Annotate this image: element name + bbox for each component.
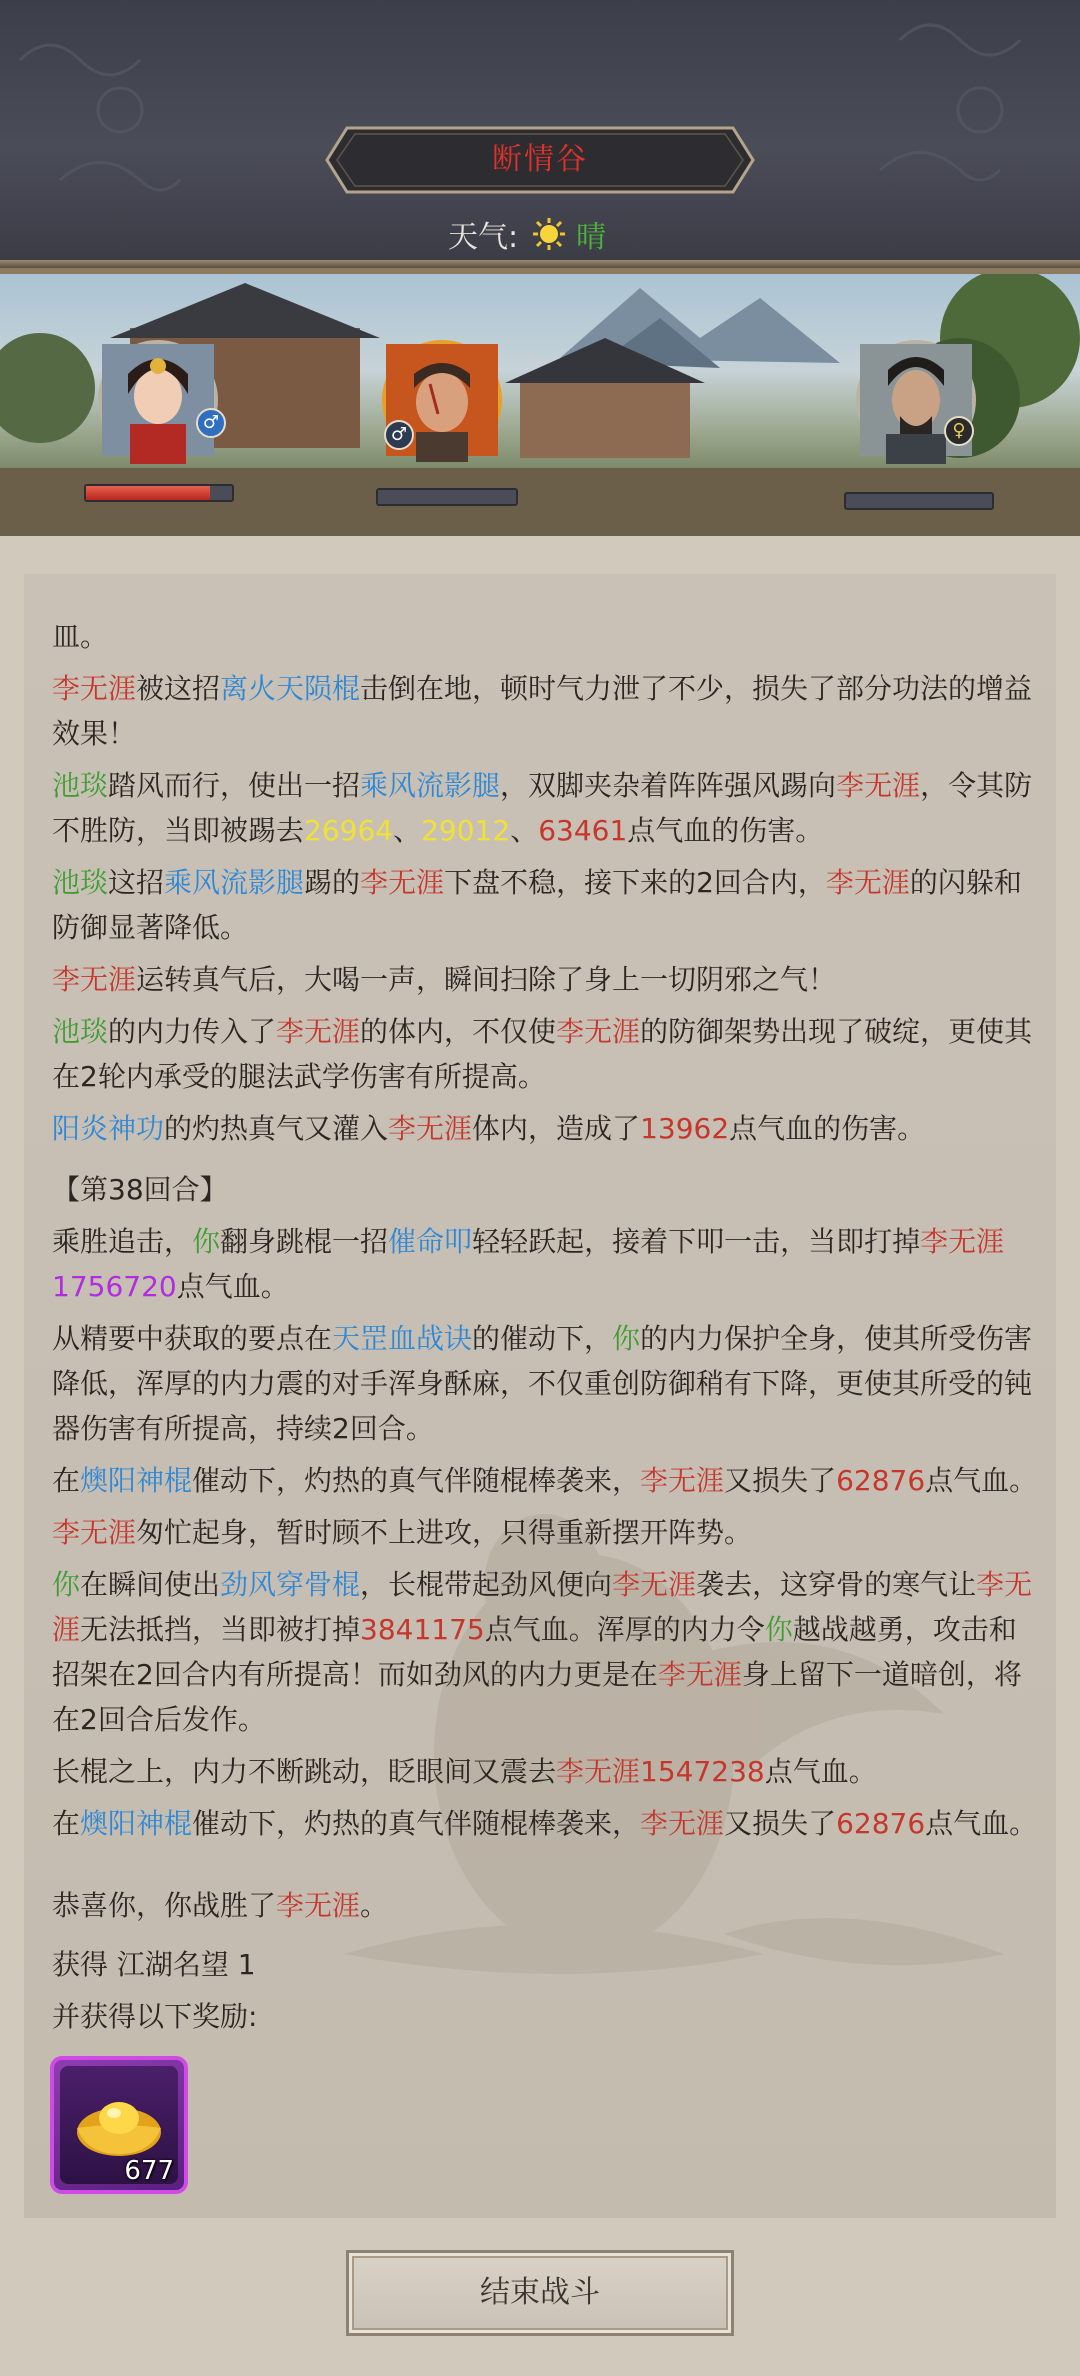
log-segment: 李无涯 xyxy=(556,1755,641,1788)
log-segment: 的灼热真气又灌入 xyxy=(164,1112,389,1145)
victory-segment: 李无涯 xyxy=(276,1889,361,1922)
log-segment: ，双脚夹杂着阵阵强风踢向 xyxy=(500,769,837,802)
log-segment: 在 xyxy=(52,1464,81,1497)
log-segment: 运转真气后，大喝一声，瞬间扫除了身上一切阴邪之气！ xyxy=(136,963,837,996)
log-segment: 的体内，不仅使 xyxy=(360,1015,557,1048)
log-segment: 轻轻跃起，接着下叩一击，当即打掉 xyxy=(472,1225,921,1258)
log-segment: 、 xyxy=(393,814,422,847)
log-segment: 击倒在地，顿时气力泄了不少，损失了部分功法的增益效果！ xyxy=(52,672,1033,750)
log-entry xyxy=(52,614,1042,659)
ally-1-hp-fill xyxy=(86,486,210,500)
log-segment: 的内力保护全身，使其所受伤害降低，浑厚的内力震的对手浑身酥麻，不仅重创防御稍有下降，更使其所受的钝器伤害有所提高，持续2回合。 xyxy=(52,1322,1033,1445)
log-segment: 踢的 xyxy=(304,866,361,899)
log-segment: 身上留下一道暗创，将在2回合后发作。 xyxy=(52,1658,1022,1736)
log-entry xyxy=(52,1801,1042,1846)
log-segment: 阳炎神功 xyxy=(52,1112,165,1145)
log-segment: 点气血的伤害。 xyxy=(627,814,824,847)
log-segment: 乘胜追击， xyxy=(52,1225,193,1258)
log-entry xyxy=(52,1106,1042,1151)
log-segment: 你 xyxy=(764,1613,793,1646)
rewards-label: 并获得以下奖励: xyxy=(52,2000,258,2033)
log-segment: 皿。 xyxy=(52,620,109,653)
log-segment: 【第38回合】 xyxy=(52,1173,228,1206)
log-segment: 从精要中获取的要点在 xyxy=(52,1322,333,1355)
log-entry xyxy=(52,1749,1042,1794)
log-segment: 29012 xyxy=(421,814,511,847)
log-entry xyxy=(52,666,1042,756)
log-segment: 62876 xyxy=(836,1807,926,1840)
log-entry xyxy=(52,1458,1042,1503)
log-segment: 点气血。 xyxy=(764,1755,877,1788)
log-segment: 李无涯 xyxy=(360,866,445,899)
victory-message xyxy=(52,1883,1042,1928)
battle-banner xyxy=(0,268,1080,536)
log-entry xyxy=(52,1219,1042,1309)
log-segment: 劲风穿骨棍 xyxy=(220,1568,361,1601)
log-segment: 1547238 xyxy=(640,1755,765,1788)
log-segment: 燠阳神棍 xyxy=(80,1807,193,1840)
ally-1-hp-bar xyxy=(84,484,234,502)
log-segment: 李无涯 xyxy=(388,1112,473,1145)
log-segment: 匆忙起身，暂时顾不上进攻，只得重新摆开阵势。 xyxy=(136,1516,753,1549)
log-segment: 体内，造成了 xyxy=(472,1112,641,1145)
log-segment: 池琰 xyxy=(52,769,109,802)
end-battle-button[interactable]: 结束战斗 xyxy=(346,2250,734,2336)
log-segment: 在瞬间使出 xyxy=(80,1568,221,1601)
log-segment: 1756720 xyxy=(52,1270,177,1303)
log-segment: 、 xyxy=(510,814,539,847)
battle-log xyxy=(52,614,1042,2046)
round-header xyxy=(52,1167,1042,1212)
log-segment: ，长棍带起劲风便向 xyxy=(360,1568,613,1601)
log-segment: 你 xyxy=(52,1568,81,1601)
log-segment: 乘风流影腿 xyxy=(360,769,501,802)
log-segment: 李无涯 xyxy=(276,1015,361,1048)
log-segment: 李无涯 xyxy=(825,866,910,899)
log-segment: 袭去，这穿骨的寒气让 xyxy=(696,1568,977,1601)
log-segment: 13962 xyxy=(640,1112,730,1145)
log-segment: 李无涯 xyxy=(52,963,137,996)
log-segment: 李无涯 xyxy=(52,672,137,705)
reputation-gain: 获得 江湖名望 1 xyxy=(52,1948,256,1981)
battle-log-panel[interactable] xyxy=(24,574,1056,2218)
log-segment: 李无涯 xyxy=(52,1516,137,1549)
log-segment: 越战越勇，攻击和招架在2回合内有所提高！而如劲风的内力更是在 xyxy=(52,1613,1017,1691)
log-segment: 池琰 xyxy=(52,1015,109,1048)
log-segment: 被这招 xyxy=(136,672,221,705)
log-segment: 又损失了 xyxy=(724,1464,837,1497)
log-entry xyxy=(52,1316,1042,1451)
log-segment: 李无涯 xyxy=(657,1658,742,1691)
weather-row xyxy=(448,210,606,258)
log-segment: 点气血。 xyxy=(925,1464,1038,1497)
log-segment: 催命叩 xyxy=(388,1225,473,1258)
log-segment: 离火天陨棍 xyxy=(220,672,361,705)
log-segment: 点气血的伤害。 xyxy=(729,1112,926,1145)
log-entry xyxy=(52,1510,1042,1555)
log-segment: 的防御架势出现了破绽，更使其在2轮内承受的腿法武学伤害有所提高。 xyxy=(52,1015,1033,1093)
spacer xyxy=(52,1853,1042,1883)
victory-segment: 恭喜你，你战胜了 xyxy=(52,1889,277,1922)
log-segment: 李无涯 xyxy=(920,1225,1005,1258)
log-segment: ，令其防不胜防，当即被踢去 xyxy=(52,769,1033,847)
log-segment: 下盘不稳，接下来的2回合内， xyxy=(444,866,826,899)
log-segment: 燠阳神棍 xyxy=(80,1464,193,1497)
log-segment: 催动下，灼热的真气伴随棍棒袭来， xyxy=(192,1464,641,1497)
log-segment: 李无涯 xyxy=(52,1568,1033,1646)
log-entry xyxy=(52,1562,1042,1742)
log-segment: 3841175 xyxy=(360,1613,485,1646)
log-segment: 的催动下， xyxy=(472,1322,613,1355)
log-segment: 26964 xyxy=(304,814,394,847)
log-segment: 又损失了 xyxy=(724,1807,837,1840)
log-segment: 翻身跳棍一招 xyxy=(220,1225,389,1258)
victory-segment: 。 xyxy=(360,1889,389,1922)
log-entry xyxy=(52,1009,1042,1099)
ally-2-hp-bar xyxy=(376,488,518,506)
reward-count: 677 xyxy=(124,2156,174,2186)
enemy-hp-bar xyxy=(844,492,994,510)
log-entry xyxy=(52,957,1042,1002)
log-segment: 62876 xyxy=(836,1464,926,1497)
log-segment: 催动下，灼热的真气伴随棍棒袭来， xyxy=(192,1807,641,1840)
log-segment: 李无涯 xyxy=(556,1015,641,1048)
log-segment: 乘风流影腿 xyxy=(164,866,305,899)
log-segment: 无法抵挡，当即被打掉 xyxy=(80,1613,361,1646)
log-segment: 天罡血战诀 xyxy=(332,1322,473,1355)
log-segment: 点气血。 xyxy=(925,1807,1038,1840)
log-segment: 你 xyxy=(192,1225,221,1258)
log-entry xyxy=(52,763,1042,853)
log-segment: 李无涯 xyxy=(640,1464,725,1497)
ally-portrait-1[interactable] xyxy=(98,340,218,460)
log-segment: 在 xyxy=(52,1807,81,1840)
log-segment: 的内力传入了 xyxy=(108,1015,277,1048)
female-icon: ♀ xyxy=(944,416,974,446)
log-segment: 点气血。浑厚的内力令 xyxy=(484,1613,765,1646)
weather-label: 天气: xyxy=(448,220,519,255)
log-segment: 踏风而行，使出一招 xyxy=(108,769,361,802)
log-segment: 的闪躲和防御显著降低。 xyxy=(52,866,1022,944)
reward-item[interactable] xyxy=(50,2056,188,2194)
male-icon: ♂ xyxy=(384,420,414,450)
log-segment: 你 xyxy=(612,1322,641,1355)
location-title-plate xyxy=(325,126,755,194)
location-title: 断情谷 xyxy=(492,142,588,177)
header xyxy=(0,0,1080,268)
log-segment: 长棍之上，内力不断跳动，眨眼间又震去 xyxy=(52,1755,557,1788)
male-icon: ♂ xyxy=(196,408,226,438)
weather-value: 晴 xyxy=(576,220,607,255)
log-segment: 点气血。 xyxy=(176,1270,289,1303)
log-segment: 李无涯 xyxy=(612,1568,697,1601)
log-segment: 李无涯 xyxy=(836,769,921,802)
sun-icon xyxy=(532,217,566,251)
log-entry xyxy=(52,860,1042,950)
log-segment: 李无涯 xyxy=(640,1807,725,1840)
log-segment: 这招 xyxy=(108,866,165,899)
log-segment: 63461 xyxy=(538,814,628,847)
log-segment: 池琰 xyxy=(52,866,109,899)
